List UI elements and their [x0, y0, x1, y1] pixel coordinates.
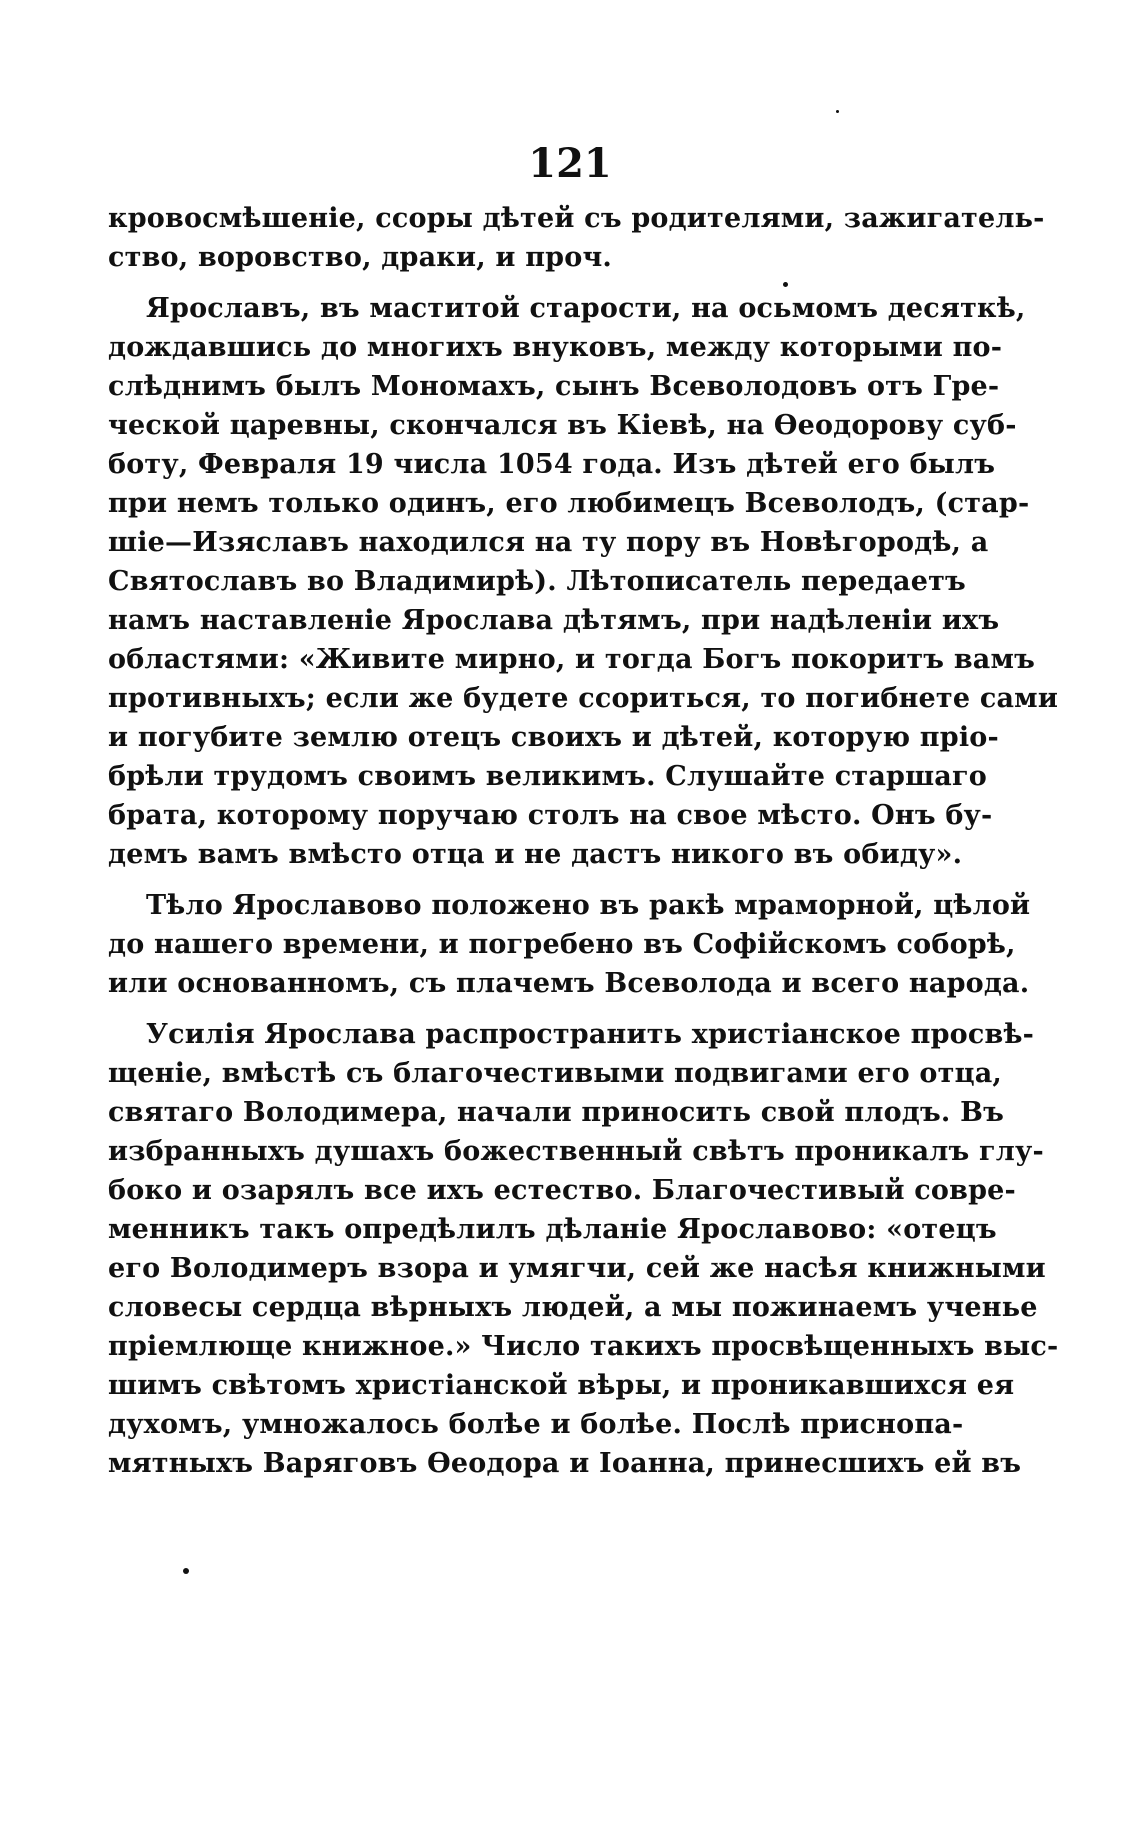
text-line: мятныхъ Варяговъ Ѳеодора и Іоанна, принесшихъ ей въ [108, 1448, 1022, 1479]
text-line: пріемлюще книжное.» Число такихъ просвѣщенныхъ выс- [108, 1331, 1059, 1362]
paragraph [108, 289, 1059, 874]
text-line: или основанномъ, съ плачемъ Всеволода и всего народа. [108, 968, 1030, 999]
paragraph [108, 199, 1045, 277]
text-line: святаго Володимера, начали приносить свой плодъ. Въ [108, 1097, 1005, 1128]
text-line: кровосмѣшеніе, ссоры дѣтей съ родителями, зажигатель- [108, 203, 1045, 234]
text-line: при немъ только одинъ, его любимецъ Всеволодъ, (стар- [108, 488, 1030, 519]
text-line: намъ наставленіе Ярослава дѣтямъ, при надѣленіи ихъ [108, 605, 1000, 636]
ink-speck [783, 282, 788, 287]
text-line: ческой царевны, скончался въ Кіевѣ, на Ѳеодорову суб- [108, 410, 1017, 441]
text-line: брата, которому поручаю столъ на свое мѣсто. Онъ бу- [108, 800, 993, 831]
text-line: Святославъ во Владимирѣ). Лѣтописатель передаетъ [108, 566, 966, 597]
text-line: Ярославъ, въ маститой старости, на осьмомъ десяткѣ, [146, 293, 1026, 324]
text-line: Тѣло Ярославово положено въ ракѣ мраморной, цѣлой [146, 890, 1031, 921]
text-line: противныхъ; если же будете ссориться, то погибнете сами [108, 683, 1059, 714]
ink-speck [836, 110, 839, 113]
paragraph [108, 886, 1031, 1003]
text-line: избранныхъ душахъ божественный свѣтъ проникалъ глу- [108, 1136, 1044, 1167]
text-line: дождавшись до многихъ внуковъ, между которыми по- [108, 332, 1003, 363]
text-line: слѣднимъ былъ Мономахъ, сынъ Всеволодовъ отъ Гре- [108, 371, 1000, 402]
text-line: щеніе, вмѣстѣ съ благочестивыми подвигами его отца, [108, 1058, 1003, 1089]
text-line: духомъ, умножалось болѣе и болѣе. Послѣ приснопа- [108, 1409, 964, 1440]
text-line: его Володимеръ взора и умягчи, сей же насѣя книжными [108, 1253, 1046, 1284]
text-line: шимъ свѣтомъ христіанской вѣры, и проникавшихся ея [108, 1370, 1015, 1401]
text-line: словесы сердца вѣрныхъ людей, а мы пожинаемъ ученье [108, 1292, 1038, 1323]
body-text [108, 199, 1059, 1495]
text-line: брѣли трудомъ своимъ великимъ. Слушайте старшаго [108, 761, 987, 792]
text-line: менникъ такъ опредѣлилъ дѣланіе Ярославово: «отецъ [108, 1214, 997, 1245]
text-line: боко и озарялъ все ихъ естество. Благочестивый совре- [108, 1175, 1016, 1206]
text-line: демъ вамъ вмѣсто отца и не дастъ никого въ обиду». [108, 839, 963, 870]
paragraph [108, 1015, 1059, 1483]
text-line: до нашего времени, и погребено въ Софійскомъ соборѣ, [108, 929, 1016, 960]
page-number: 121 [528, 140, 612, 187]
text-line: шіе—Изяславъ находился на ту пору въ Новѣгородѣ, а [108, 527, 989, 558]
ink-speck [183, 1568, 189, 1574]
text-line: Усилія Ярослава распространить христіанское просвѣ- [146, 1019, 1035, 1050]
text-line: и погубите землю отецъ своихъ и дѣтей, которую пріо- [108, 722, 999, 753]
text-line: областями: «Живите мирно, и тогда Богъ покоритъ вамъ [108, 644, 1036, 675]
text-line: боту, Февраля 19 числа 1054 года. Изъ дѣтей его былъ [108, 449, 996, 480]
text-line: ство, воровство, драки, и проч. [108, 242, 613, 273]
